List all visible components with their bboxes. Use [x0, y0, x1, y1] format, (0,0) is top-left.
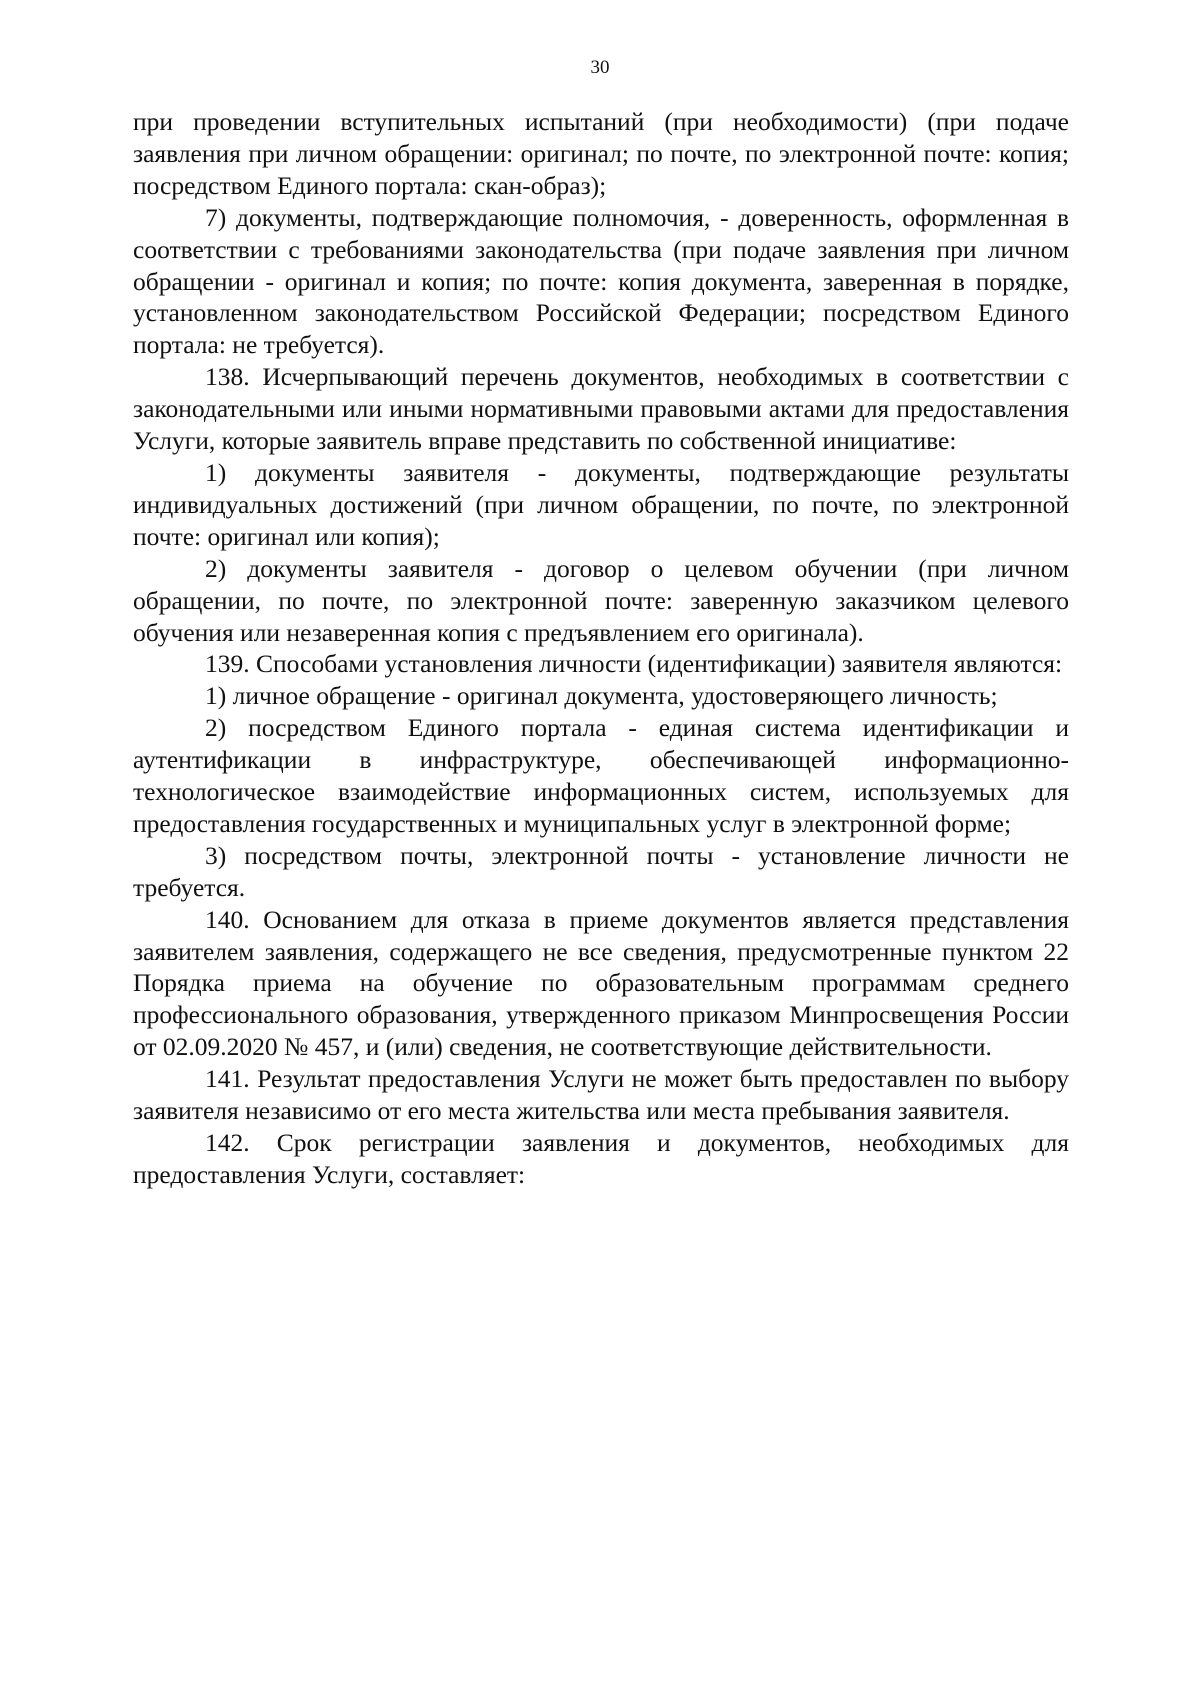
paragraph-142: 142. Срок регистрации заявления и документов, необходимых для предоставления Услуги, составляет:: [133, 1128, 1069, 1189]
paragraph-141: 141. Результат предоставления Услуги не может быть предоставлен по выбору заявителя независимо от его места жительства или места пребывания заявителя.: [133, 1064, 1069, 1126]
paragraph-139: 139. Способами установления личности (идентификации) заявителя являются:: [205, 649, 1063, 679]
paragraph-138: 138. Исчерпывающий перечень документов, необходимых в соответствии с законодательными или иными нормативными правовыми актами для предоставления Услуги, которые заявитель вправе представить по собственной инициативе:: [133, 362, 1069, 456]
paragraph-140: 140. Основанием для отказа в приеме документов является представления заявителем заявления, содержащего не все сведения, предусмотренные пунктом 22 Порядка приема на обучение по образовательным программам среднего профессионального образования, утвержденного приказом Минпросвещения России от 02.09.2020 № 457, и (или) сведения, не соответствующие действительности.: [133, 904, 1069, 1062]
page-number: 30: [590, 57, 610, 78]
paragraph-139-item-1: 1) личное обращение - оригинал документа, удостоверяющего личность;: [205, 681, 998, 711]
paragraph-138-item-1: 1) документы заявителя - документы, подтверждающие результаты индивидуальных достижений (при личном обращении, по почте, по электронной почте: оригинал или копия);: [133, 457, 1069, 551]
paragraph-139-item-2: 2) посредством Единого портала - единая система идентификации и аутентификации в инфраструктуре, обеспечивающей информационно-технологическое взаимодействие информационных систем, используемых для предоставления государственных и муниципальных услуг в электронной форме;: [133, 713, 1069, 838]
paragraph-138-item-2: 2) документы заявителя - договор о целевом обучении (при личном обращении, по почте, по электронной почте: заверенную заказчиком целевого обучения или незаверенная копия с предъявлением его оригинала).: [133, 553, 1069, 647]
document-body: [133, 106, 1069, 1191]
paragraph-continuation: при проведении вступительных испытаний (при необходимости) (при подаче заявления при личном обращении: оригинал; по почте, по электронной почте: копия; посредством Единого портала: скан-образ);: [133, 107, 1069, 200]
paragraph-139-item-3: 3) посредством почты, электронной почты - установление личности не требуется.: [133, 840, 1069, 902]
paragraph-item-7: 7) документы, подтверждающие полномочия, - доверенность, оформленная в соответствии с требованиями законодательства (при подаче заявления при личном обращении - оригинал и копия; по почте: копия документа, заверенная в порядке, установленном законодательством Российской Федерации; посредством Единого портала: не требуется).: [133, 202, 1069, 360]
